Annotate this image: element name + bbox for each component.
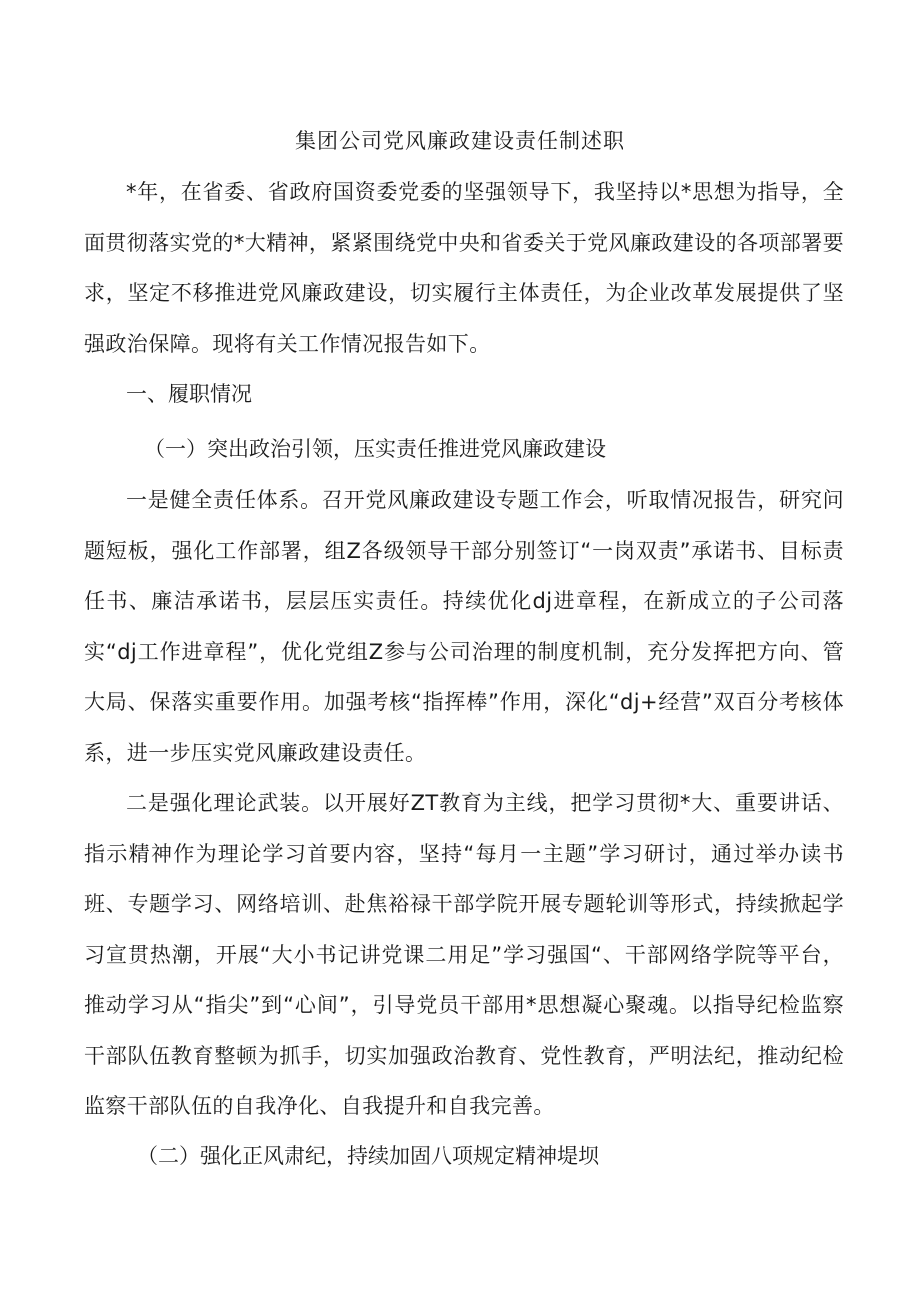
document-title: 集团公司党风廉政建设责任制述职	[295, 129, 625, 153]
subsection-heading-1: （一）突出政治引领，压实责任推进党风廉政建设	[144, 437, 606, 461]
body-paragraph-1: 一是健全责任体系。召开党风廉政建设专题工作会，听取情况报告，研究问题短板，强化工作部署，组Z各级领导干部分别签订“一岗双责”承诺书、目标责任书、廉洁承诺书，层层压实责任。持续优化dj进章程，在新成立的子公司落实“dj工作进章程”，优化党组Z参与公司治理的制度机制，充分发挥把方向、管大局、保落实重要作用。加强考核“指挥棒”作用，深化“dj+经营”双百分考核体系，进一步压实党风廉政建设责任。	[84, 488, 844, 765]
section-heading-1: 一、履职情况	[126, 382, 252, 406]
body-paragraph-2: 二是强化理论武装。以开展好ZT教育为主线，把学习贯彻*大、重要讲话、指示精神作为理论学习首要内容，坚持“每月一主题”学习研讨，通过举办读书班、专题学习、网络培训、赴焦裕禄干部学院开展专题轮训等形式，持续掀起学习宣贯热潮，开展“大小书记讲党课二用足”学习强国“、干部网络学院等平台，推动学习从“指尖”到“心间”，引导党员干部用*思想凝心聚魂。以指导纪检监察干部队伍教育整顿为抓手，切实加强政治教育、党性教育，严明法纪，推动纪检监察干部队伍的自我净化、自我提升和自我完善。	[84, 791, 844, 1118]
subsection-heading-2: （二）强化正风肃纪，持续加固八项规定精神堤坝	[137, 1144, 599, 1168]
intro-paragraph: *年，在省委、省政府国资委党委的坚强领导下，我坚持以*思想为指导，全面贯彻落实党的*大精神，紧紧围绕党中央和省委关于党风廉政建设的各项部署要求，坚定不移推进党风廉政建设，切实履行主体责任，为企业改革发展提供了坚强政治保障。现将有关工作情况报告如下。	[84, 180, 844, 356]
